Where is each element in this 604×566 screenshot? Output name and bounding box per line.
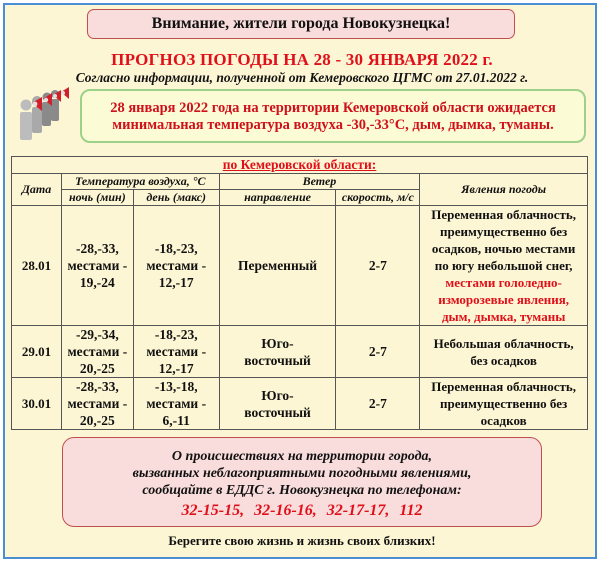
closing-message: Берегите свою жизнь и жизнь своих близких! — [168, 533, 436, 548]
header-direction: направление — [219, 190, 336, 206]
weather-forecast-table — [11, 156, 588, 430]
row-wind-direction: Переменный — [219, 206, 336, 326]
row-day-temp: -18,-23, местами - 12,-17 — [133, 206, 219, 326]
header-phenomena: Явления погоды — [420, 174, 588, 206]
header-date: Дата — [12, 174, 62, 206]
row-date: 30.01 — [12, 378, 62, 430]
row-date: 29.01 — [12, 326, 62, 378]
row-wind-direction: Юго- восточный — [219, 326, 336, 378]
attention-banner — [87, 9, 515, 39]
row-wind-speed: 2-7 — [336, 378, 420, 430]
region-header: по Кемеровской области: — [12, 157, 588, 174]
people-with-megaphones-icon — [11, 84, 71, 144]
row-night-temp: -29,-34, местами - 20,-25 — [61, 326, 133, 378]
row-wind-direction: Юго- восточный — [219, 378, 336, 430]
table-row — [12, 206, 588, 326]
row-phenomena: Переменная облачность, преимущественно без осадков, ночью местами по югу небольшой снег, местами гололедно- изморозевые явления, дым, дымка, туманы — [420, 206, 588, 326]
row-date: 28.01 — [12, 206, 62, 326]
temperature-warning — [80, 89, 586, 143]
header-night: ночь (мин) — [61, 190, 133, 206]
emergency-report-box — [62, 437, 542, 527]
header-temperature: Температура воздуха, °C — [61, 174, 219, 190]
warning-line-2: минимальная температура воздуха -30,-33°C, дым, дымка, туманы. — [112, 117, 554, 133]
header-day: день (макс) — [133, 190, 219, 206]
row-day-temp: -13,-18, местами - 6,-11 — [133, 378, 219, 430]
source-line: Согласно информации, полученной от Кемеровского ЦГМС от 27.01.2022 г. — [75, 70, 529, 85]
table-row — [12, 378, 588, 430]
row-night-temp: -28,-33, местами - 20,-25 — [61, 378, 133, 430]
row-day-temp: -18,-23, местами - 12,-17 — [133, 326, 219, 378]
row-wind-speed: 2-7 — [336, 326, 420, 378]
header-speed: скорость, м/с — [336, 190, 420, 206]
report-line-2: вызванных неблагоприятными погодными явлениями, — [132, 466, 472, 481]
table-row — [12, 326, 588, 378]
row-night-temp: -28,-33, местами - 19,-24 — [61, 206, 133, 326]
emergency-phones: 32-15-15, 32-16-16, 32-17-17, 112 — [181, 502, 423, 519]
row-wind-speed: 2-7 — [336, 206, 420, 326]
row-phenomena: Переменная облачность, преимущественно без осадков — [420, 378, 588, 430]
report-line-3: сообщайте в ЕДДС г. Новокузнецка по телефонам: — [142, 483, 462, 498]
report-line-1: О происшествиях на территории города, — [171, 449, 433, 464]
attention-text: Внимание, жители города Новокузнецка! — [151, 15, 451, 32]
warning-line-1: 28 января 2022 года на территории Кемеровской области ожидается — [110, 100, 556, 116]
row-phenomena: Небольшая облачность, без осадков — [420, 326, 588, 378]
forecast-title: ПРОГНОЗ ПОГОДЫ НА 28 - 30 ЯНВАРЯ 2022 г. — [111, 50, 493, 69]
header-wind: Ветер — [219, 174, 420, 190]
